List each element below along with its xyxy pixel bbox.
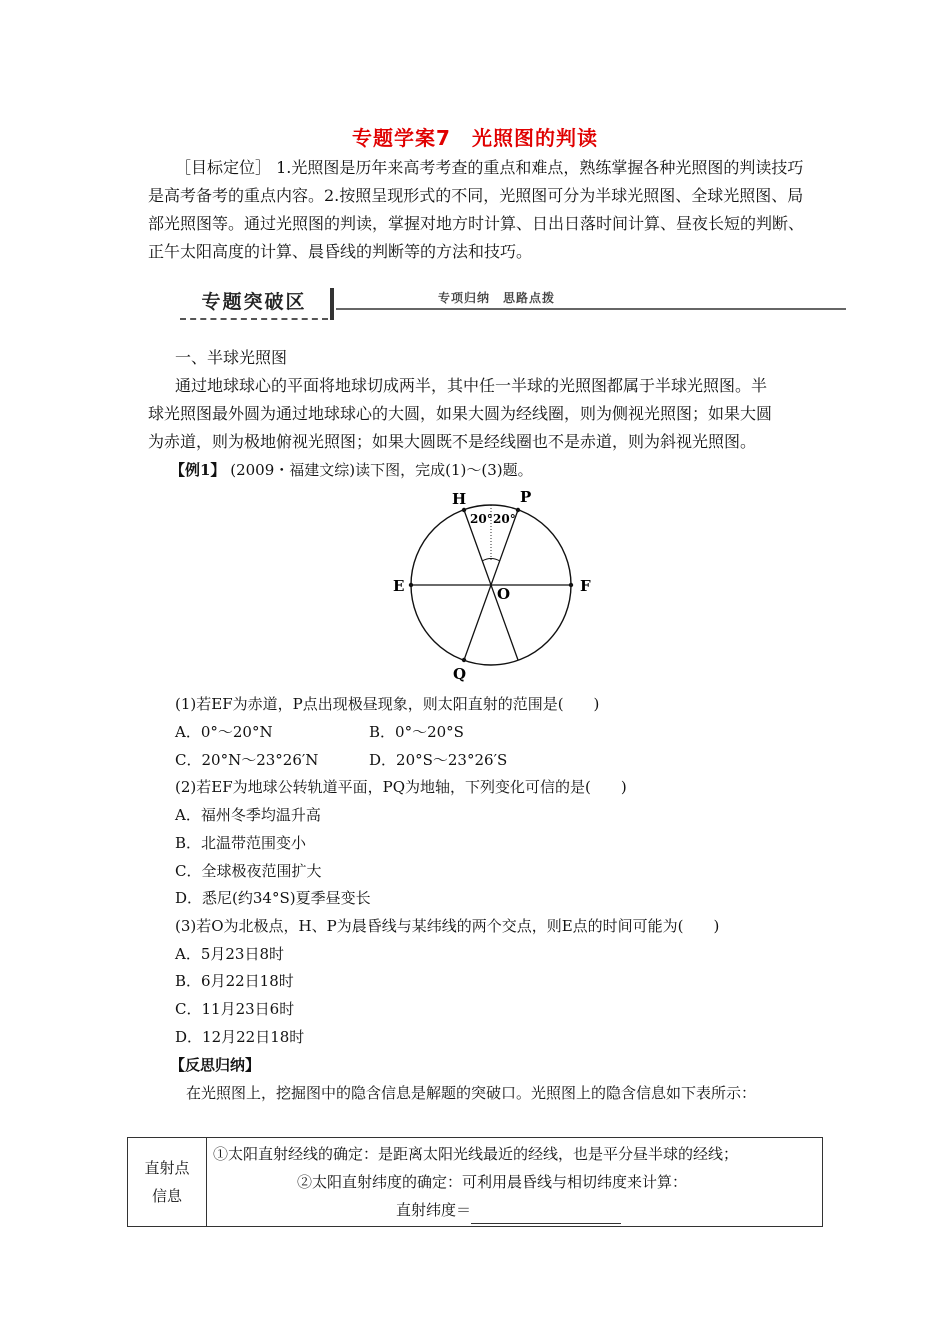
q3-option-b: B．6月22日18时 (175, 972, 294, 990)
angle-right-label: 20° (493, 512, 516, 526)
q2-option-a: A．福州冬季均温升高 (175, 806, 321, 824)
table-row (128, 1138, 823, 1227)
reflection-text: 在光照图上，挖掘图中的隐含信息是解题的突破口。光照图上的隐含信息如下表所示： (186, 1084, 757, 1102)
goal-label: ［目标定位］ (175, 158, 272, 177)
table-item-3-text: 直射纬度＝ (396, 1201, 472, 1219)
q3-option-a: A．5月23日8时 (175, 945, 285, 963)
angle-left-label: 20° (470, 512, 493, 526)
example-line (170, 456, 533, 484)
answer-blank (471, 1207, 621, 1224)
point-p (516, 508, 520, 512)
question-1-stem: (1)若EF为赤道，P点出现极昼现象，则太阳直射的范围是( ) (175, 695, 600, 713)
table-item-1: ①太阳直射经线的确定：是距离太阳光线最近的经线，也是平分昼半球的经线； (213, 1145, 739, 1163)
banner-divider (330, 288, 334, 320)
section-banner (180, 286, 846, 322)
question-2-stem: (2)若EF为地球公转轨道平面，PQ为地轴，下列变化可信的是( ) (175, 778, 627, 796)
label-f: F (580, 577, 591, 595)
point-h (462, 508, 466, 512)
info-table (127, 1137, 823, 1227)
illumination-diagram (380, 486, 610, 686)
table-item-2: ②太阳直射纬度的确定：可利用晨昏线与相切纬度来计算： (297, 1173, 688, 1191)
banner-subtitle: 专项归纳 思路点拨 (438, 291, 556, 305)
q1-option-d: D．20°S～23°26′S (369, 751, 508, 769)
q3-option-c: C．11月23日6时 (175, 1000, 295, 1018)
point-e (409, 583, 413, 587)
q3-option-d: D．12月22日18时 (175, 1028, 305, 1046)
table-row-header (128, 1138, 207, 1227)
label-q: Q (453, 665, 467, 683)
q1-option-c: C．20°N～23°26′N (175, 751, 319, 769)
label-p: P (520, 488, 532, 506)
q1-option-a: A．0°～20°N (175, 723, 273, 741)
reflection-heading: 【反思归纳】 (170, 1056, 261, 1074)
section-heading: 一、半球光照图 (175, 348, 288, 367)
point-f (569, 583, 573, 587)
section-text-line-3: 为赤道，则为极地俯视光照图；如果大圆既不是经线圈也不是赤道，则为斜视光照图。 (148, 432, 757, 451)
q2-option-d: D．悉尼(约34°S)夏季昼变长 (175, 889, 371, 907)
section-text-line-2: 球光照图最外圆为通过地球球心的大圆，如果大圆为经线圈，则为侧视光照图；如果大圆 (148, 404, 773, 423)
label-e: E (393, 577, 405, 595)
q2-option-b: B．北温带范围变小 (175, 834, 307, 852)
banner-rule (336, 308, 846, 310)
table-cell (207, 1138, 823, 1227)
goal-text: 1.光照图是历年来高考考查的重点和难点，熟练掌握各种光照图的判读技巧是高考备考的重点内容。2.按照呈现形式的不同，光照图可分为半球光照图、全球光照图、局部光照图等。通过光照图的判读，掌握对地方时计算、日出日落时间计算、昼夜长短的判断、正午太阳高度的计算、晨昏线的判断等的方法和技巧。 (148, 158, 805, 261)
question-3-stem: (3)若O为北极点，H、P为晨昏线与某纬线的两个交点，则E点的时间可能为( ) (175, 917, 720, 935)
page-title: 专题学案7 光照图的判读 (352, 126, 598, 150)
q1-option-b: B．0°～20°S (369, 723, 464, 741)
example-text: (2009・福建文综)读下图，完成(1)～(3)题。 (230, 461, 533, 479)
example-label: 【例1】 (170, 461, 226, 479)
q2-option-c: C．全球极夜范围扩大 (175, 862, 322, 880)
label-o: O (497, 585, 511, 603)
point-q (462, 658, 466, 662)
section-text-line-1: 通过地球球心的平面将地球切成两半，其中任一半球的光照图都属于半球光照图。半 (175, 376, 768, 395)
row-head-line-1: 直射点 (144, 1159, 190, 1177)
goal-paragraph (148, 154, 808, 266)
banner-title: 专题突破区 (180, 286, 328, 320)
label-h: H (452, 490, 467, 508)
row-head-line-2: 信息 (151, 1187, 182, 1205)
table-item-3 (213, 1196, 816, 1224)
